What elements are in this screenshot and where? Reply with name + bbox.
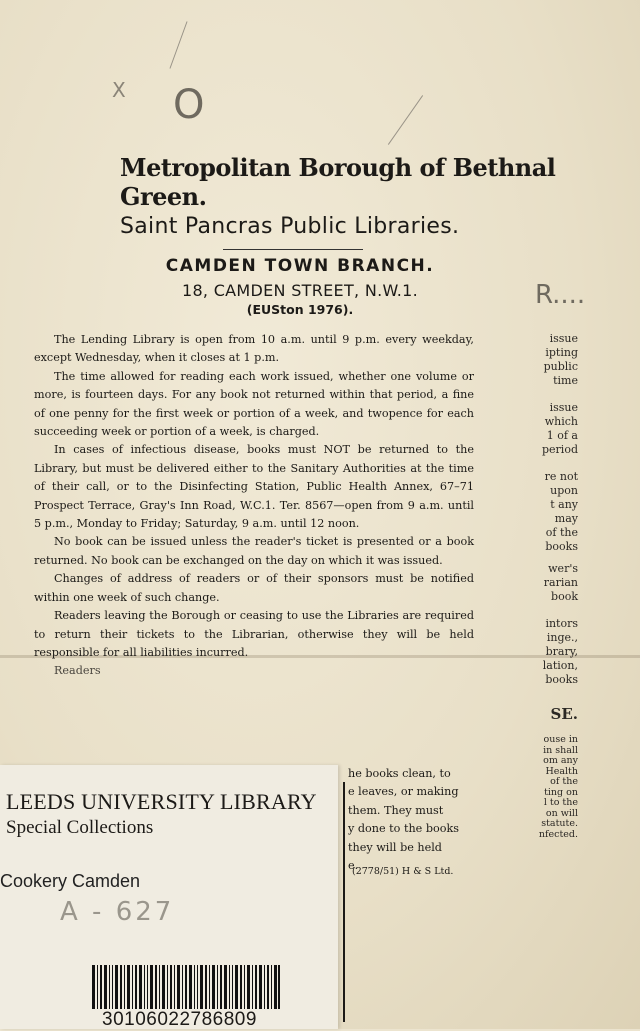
label-collection: Cookery Camden [0, 871, 141, 891]
stamp-heading: Metropolitan Borough of Bethnal Green. [120, 153, 556, 211]
margin-fragment-4: wer's rarian book [543, 562, 578, 603]
rules-paragraph: No book can be issued unless the reader's ticket is presented or a book returned. No book can be exchanged on the day on which it was issued. [34, 535, 474, 567]
pencil-stroke [169, 21, 187, 68]
label-pencil-ref: A - 627 [60, 897, 175, 927]
margin-fragment-2: issue which 1 of a period [542, 401, 578, 456]
rules-paragraph: The Lending Library is open from 10 a.m. until 9 p.m. every weekday, except Wednesday, when it closes at 1 p.m. [34, 333, 474, 365]
rules-paragraph: Changes of address of readers or of their sponsors must be notified within one week of such change. [34, 572, 474, 604]
branch-name: CAMDEN TOWN BRANCH. [165, 256, 435, 276]
rules-continuation: he books clean, to e leaves, or making them. They must y done to the books they will be held e. [348, 767, 459, 873]
rules-paragraph: The time allowed for reading each work issued, whether one volume or more, is fourteen days. For any book not returned within that period, a fine of one penny for the first week or portion of a week, and twopence for each succeeding week or portion of a week, is charged. [34, 369, 474, 439]
margin-fragment-7: ouse in in shall om any Health of the ting on l to the on will statute. nfected. [538, 734, 578, 840]
pencil-circle-mark: O [173, 82, 205, 128]
pencil-cross-mark: X [112, 78, 126, 102]
margin-fragment-6: SE. [550, 705, 578, 723]
rules-text [34, 331, 474, 681]
rules-partial-line: Readers [54, 664, 101, 678]
pencil-stroke [388, 95, 423, 145]
barcode [92, 965, 280, 1009]
rules-paragraph: In cases of infectious disease, books must NOT be returned to the Library, but must be delivered either to the Sanitary Authorities at the time of their call, or to the Disinfecting Station, Public Health Annex, 67–71 Prospect Terrace, Gray's Inn Road, W.C.1. Ter. 8567—open from 9 a.m. until 5 p.m., Monday to Friday; Saturday, 9 a.m. until 12 noon. [34, 443, 474, 531]
margin-fragment-3: re not upon t any may of the books [544, 470, 578, 553]
pencil-margin-mark: R.... [535, 280, 586, 310]
library-label [0, 765, 338, 1029]
library-title: Saint Pancras Public Libraries. [120, 214, 460, 239]
label-title: LEEDS UNIVERSITY LIBRARY [6, 789, 317, 814]
title-rule [223, 249, 363, 250]
label-subtitle: Special Collections [6, 817, 154, 838]
margin-fragment-5: intors inge., brary, lation, books [542, 617, 578, 686]
branch-address: 18, CAMDEN STREET, N.W.1. [181, 281, 419, 300]
rules-paragraph: Readers leaving the Borough or ceasing to use the Libraries are required to return their tickets to the Librarian, otherwise they will be held responsible for all liabilities incurred. [34, 609, 474, 659]
printer-code: (2778/51) H & S Ltd. [352, 866, 454, 877]
barcode-number: 30106022786809 [102, 1009, 257, 1030]
branch-phone: (EUSton 1976). [246, 302, 354, 317]
paste-edge [343, 782, 345, 1022]
margin-fragment-1: issue ipting public time [543, 332, 578, 387]
